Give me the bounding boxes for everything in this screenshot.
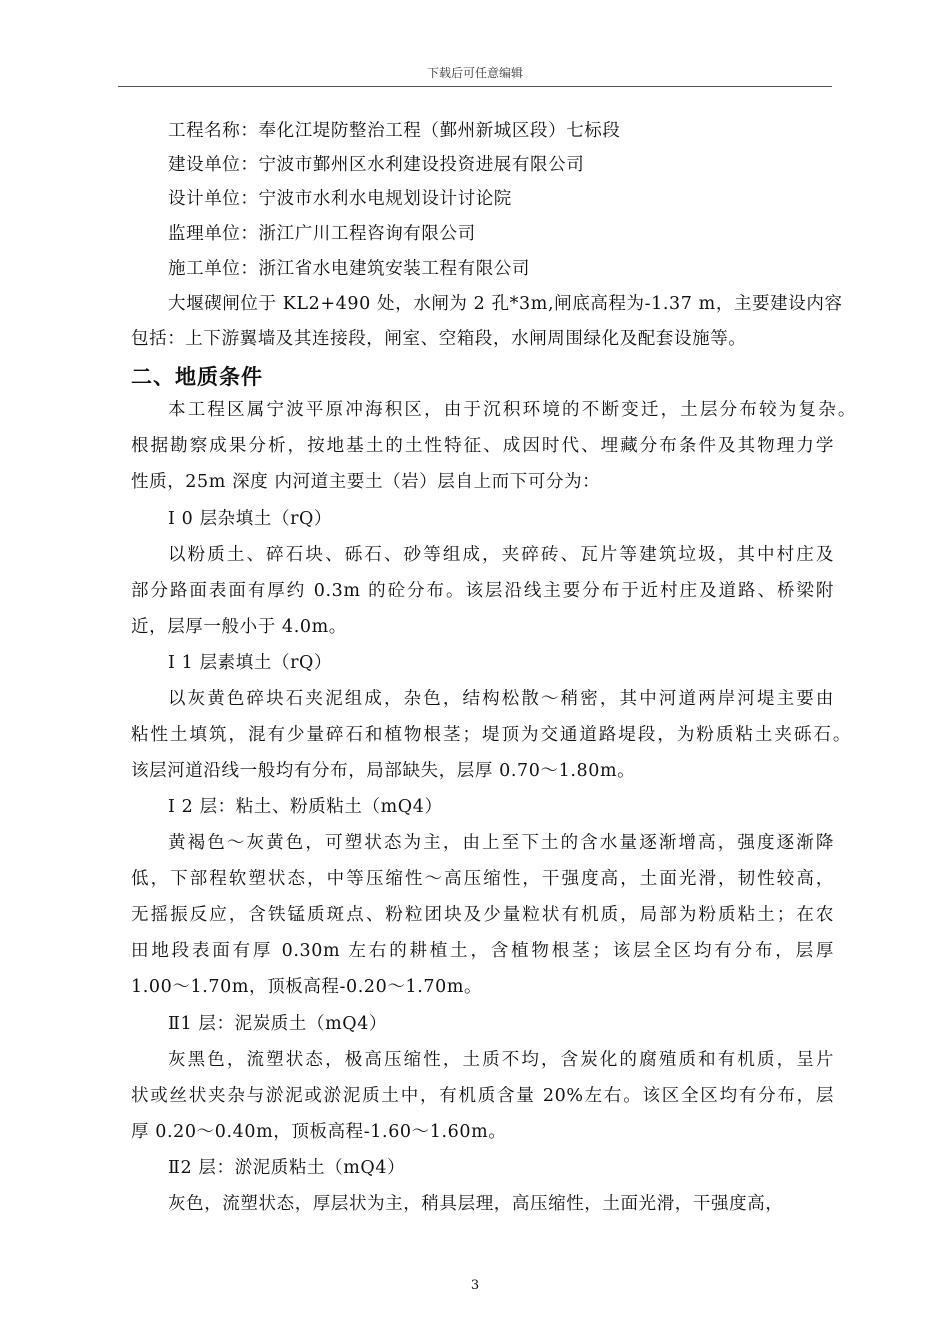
page-header: 下载后可任意编辑	[426, 66, 523, 80]
layer-description-line: 田地段表面有厚 0.30m 左右的耕植土，含植物根茎；该层全区均有分布，层厚	[131, 941, 834, 961]
layer-description-line: 状或丝状夹杂与淤泥或淤泥质土中，有机质含量 20%左右。该区全区均有分布，层	[131, 1086, 834, 1106]
layer-description-line: 厚 0.20～0.40m，顶板高程-1.60～1.60m。	[131, 1122, 507, 1142]
contractor-line: 施工单位：浙江省水电建筑安装工程有限公司	[168, 259, 530, 279]
geology-paragraph-line: 本工程区属宁波平原冲海积区，由于沉积环境的不断变迁，土层分布较为复杂。	[168, 400, 856, 420]
designer-line: 设计单位：宁波市水利水电规划设计讨论院	[168, 189, 512, 209]
header-rule	[118, 86, 832, 87]
layer-description-line: 灰黑色，流塑状态，极高压缩性，土质不均，含炭化的腐殖质和有机质，呈片	[168, 1050, 834, 1070]
geology-paragraph-line: 根据勘察成果分析，按地基土的土性特征、成因时代、埋藏分布条件及其物理力学	[131, 436, 834, 456]
layer-description-line: 黄褐色～灰黄色，可塑状态为主，由上至下土的含水量逐渐增高，强度逐渐降	[168, 833, 834, 853]
layer-title: Ⅰ 0 层杂填土（rQ）	[168, 509, 333, 529]
layer-title: Ⅱ2 层：淤泥质粘土（mQ4）	[168, 1158, 406, 1178]
section-heading: 二、地质条件	[131, 365, 263, 389]
layer-description-line: 该层河道沿线一般均有分布，局部缺失，层厚 0.70～1.80m。	[131, 761, 636, 781]
layer-description-line: 1.00～1.70m，顶板高程-0.20～1.70m。	[131, 977, 483, 997]
project-name-line: 工程名称：奉化江堤防整治工程（鄞州新城区段）七标段	[168, 121, 621, 141]
sluice-description-line: 大堰碶闸位于 KL2+490 处，水闸为 2 孔*3m,闸底高程为-1.37 m，主要建设内容	[168, 294, 843, 314]
layer-description-line: 无摇振反应，含铁锰质斑点、粉粒团块及少量粒状有机质，局部为粉质粘土；在农	[131, 905, 834, 925]
layer-description-line: 部分路面表面有厚约 0.3m 的砼分布。该层沿线主要分布于近村庄及道路、桥梁附	[131, 581, 834, 601]
page-number: 3	[470, 1278, 480, 1293]
supervisor-line: 监理单位：浙江广川工程咨询有限公司	[168, 224, 476, 244]
layer-title: Ⅰ 2 层：粘土、粉质粘土（mQ4）	[168, 797, 443, 817]
layer-title: Ⅱ1 层：泥炭质土（mQ4）	[168, 1014, 388, 1034]
owner-line: 建设单位：宁波市鄞州区水利建设投资进展有限公司	[168, 155, 585, 175]
layer-description-line: 低，下部程软塑状态，中等压缩性～高压缩性，干强度高，土面光滑，韧性较高，	[131, 869, 834, 889]
sluice-description-line: 包括：上下游翼墙及其连接段，闸室、空箱段，水闸周围绿化及配套设施等。	[131, 329, 747, 349]
layer-description-line: 以粉质土、碎石块、砾石、砂等组成，夹碎砖、瓦片等建筑垃圾，其中村庄及	[168, 545, 834, 565]
layer-title: Ⅰ 1 层素填土（rQ）	[168, 653, 333, 673]
geology-paragraph-line: 性质，25m 深度 内河道主要土（岩）层自上而下可分为：	[131, 472, 601, 492]
layer-description-line: 粘性土填筑，混有少量碎石和植物根茎；堤顶为交通道路堤段，为粉质粘土夹砾石。	[131, 725, 851, 745]
layer-description-line: 灰色，流塑状态，厚层状为主，稍具层理，高压缩性，土面光滑，干强度高，	[168, 1194, 784, 1214]
layer-description-line: 近，层厚一般小于 4.0m。	[131, 617, 347, 637]
layer-description-line: 以灰黄色碎块石夹泥组成，杂色，结构松散～稍密，其中河道两岸河堤主要由	[168, 689, 834, 709]
